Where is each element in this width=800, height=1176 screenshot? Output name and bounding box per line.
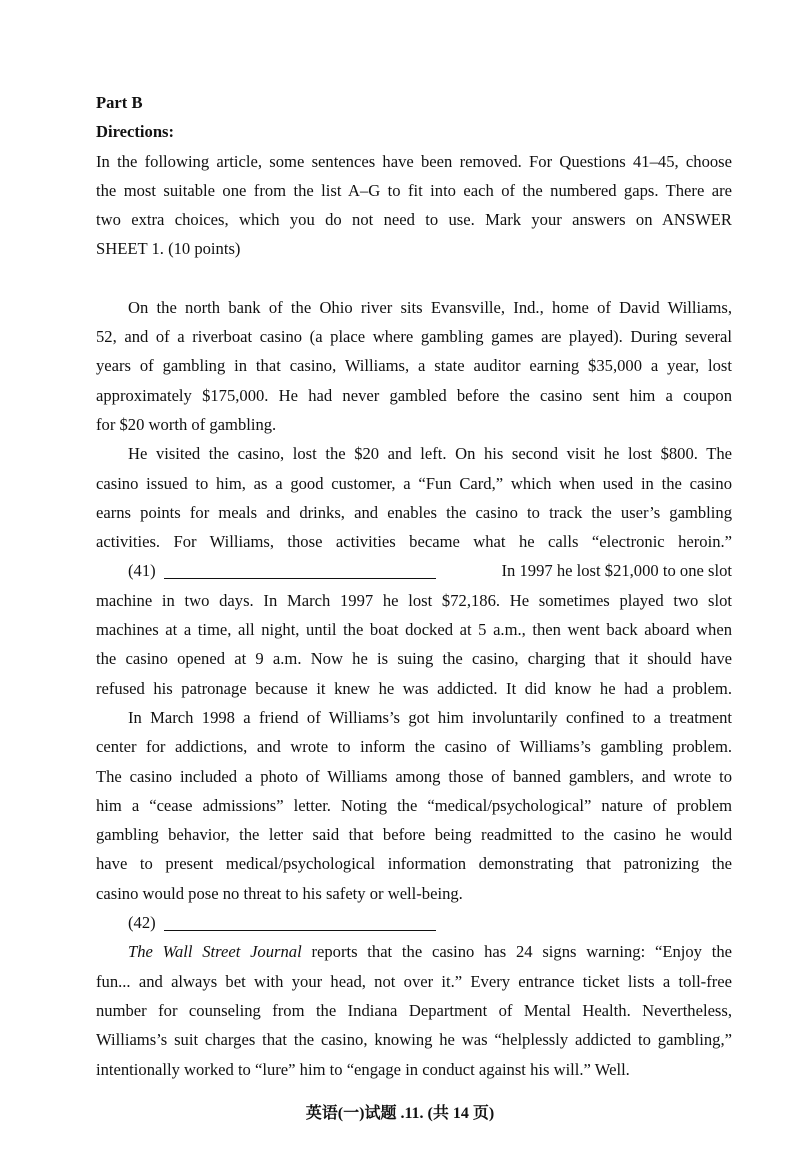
text-line: intentionally worked to “lure” him to “engage in conduct against his will.” Well. [96,1059,630,1079]
text-line: activities. For Williams, those activities became what he calls “electronic heroin.” [96,532,732,552]
directions-text [96,147,732,264]
paragraph-3 [96,586,732,703]
text-line: approximately $175,000. He had never gambled before the casino sent him a coupon [96,385,732,405]
question-41-label: (41) [128,561,156,581]
text-line: two extra choices, which you do not need to use. Mark your answers on ANSWER [96,210,732,230]
paragraph-5-first-rest: reports that the casino has 24 signs warning: “Enjoy the [311,942,732,962]
paragraph-5-first-line [96,937,732,966]
text-line: casino issued to him, as a good customer, a “Fun Card,” which when used in the casino [96,473,732,493]
question-41-after: In 1997 he lost $21,000 to one slot [501,561,732,581]
text-line: He visited the casino, lost the $20 and left. On his second visit he lost $800. The [128,444,732,464]
paragraph-2 [96,439,732,556]
text-line: casino would pose no threat to his safety or well-being. [96,883,463,903]
question-41-line [96,556,732,585]
text-line: machines at a time, all night, until the boat docked at 5 a.m., then went back aboard when [96,620,732,640]
exam-page [96,88,732,1084]
text-line: center for addictions, and wrote to inform the casino of Williams’s gambling problem. [96,737,732,757]
text-line: him a “cease admissions” letter. Noting the “medical/psychological” nature of problem [96,795,732,815]
text-line: the most suitable one from the list A–G to fit into each of the numbered gaps. There are [96,180,732,200]
directions-label: Directions: [96,122,175,142]
part-title: Part B [96,93,143,112]
text-line: earns points for meals and drinks, and enables the casino to track the user’s gambling [96,502,732,522]
text-line: Williams’s suit charges that the casino, knowing he was “helplessly addicted to gambling,” [96,1030,732,1050]
text-line: the casino opened at 9 a.m. Now he is suing the casino, charging that it should have [96,649,732,669]
text-line: gambling behavior, the letter said that before being readmitted to the casino he would [96,825,732,845]
text-line: have to present medical/psychological information demonstrating that patronizing the [96,854,732,874]
text-line: number for counseling from the Indiana Department of Mental Health. Nevertheless, [96,1000,732,1020]
question-42-line [96,908,732,937]
text-line: 52, and of a riverboat casino (a place where gambling games are played). During several [96,327,732,347]
text-line: SHEET 1. (10 points) [96,239,241,259]
text-line: In March 1998 a friend of Williams’s got him involuntarily confined to a treatment [128,707,732,727]
question-42-blank[interactable] [164,912,436,931]
question-42-label: (42) [128,913,156,933]
paragraph-5 [96,967,732,1084]
text-line: machine in two days. In March 1997 he lost $72,186. He sometimes played two slot [96,590,732,610]
text-line: for $20 worth of gambling. [96,414,277,434]
journal-title: The Wall Street Journal [128,942,302,962]
text-line: On the north bank of the Ohio river sits Evansville, Ind., home of David Williams, [128,297,732,317]
text-line: fun... and always bet with your head, not over it.” Every entrance ticket lists a toll-free [96,971,732,991]
page-footer: 英语(一)试题 .11. (共 14 页) [305,1105,495,1122]
text-line: refused his patronage because it knew he was addicted. It did know he had a problem. [96,678,732,698]
text-line: In the following article, some sentences have been removed. For Questions 41–45, choose [96,151,732,171]
text-line: years of gambling in that casino, Williams, a state auditor earning $35,000 a year, lost [96,356,732,376]
text-line: The casino included a photo of Williams among those of banned gamblers, and wrote to [96,766,732,786]
question-41-blank[interactable] [164,560,436,579]
paragraph-4 [96,703,732,908]
paragraph-1 [96,293,732,439]
